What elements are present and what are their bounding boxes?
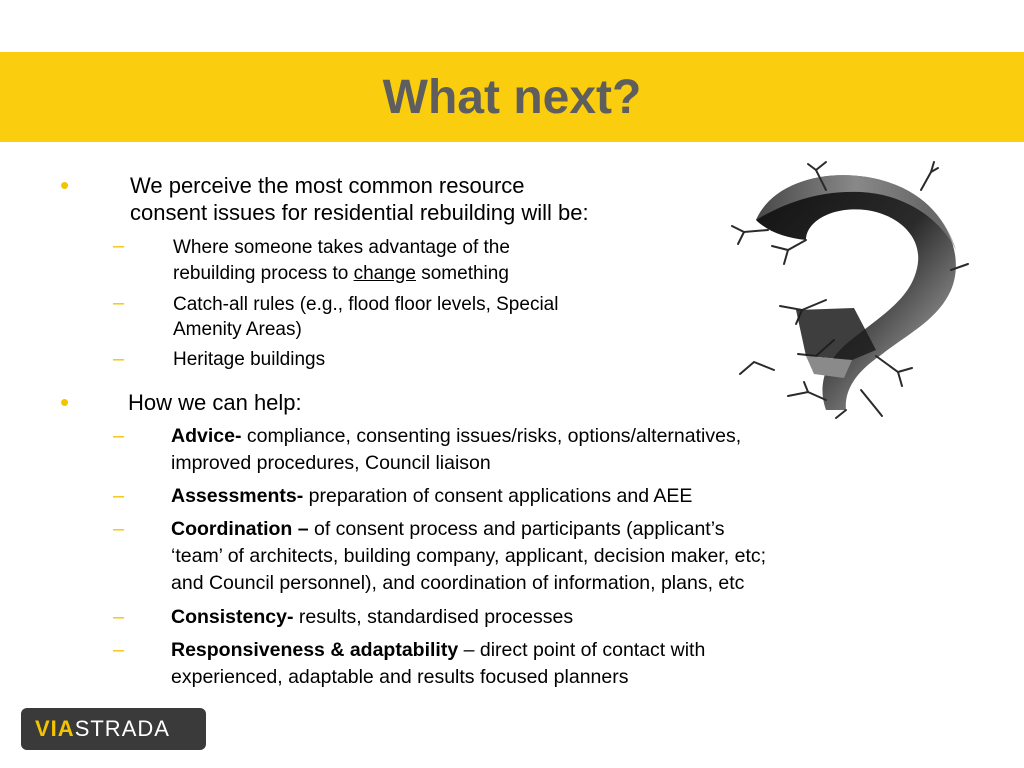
- subitem-2-3-line-2: ‘team’ of architects, building company, applicant, decision maker, etc;: [171, 545, 767, 567]
- dash-marker: –: [113, 518, 125, 540]
- subitem-1-2-line-2: Amenity Areas): [173, 319, 302, 340]
- slide-title: What next?: [382, 71, 642, 124]
- subitem-1-1-line-2: [173, 261, 509, 286]
- subitem-1-3-line-1: Heritage buildings: [173, 349, 326, 370]
- subitem-heading: Responsiveness & adaptability: [171, 639, 459, 661]
- logo-wordmark: [35, 717, 170, 741]
- dash-marker: –: [113, 235, 125, 257]
- subitem-text: of consent process and participants (applicant’s: [308, 518, 725, 540]
- subitem-2-4-line-1: [171, 604, 573, 632]
- dash-marker: –: [113, 348, 125, 370]
- logo-strada: STRADA: [74, 716, 170, 741]
- dash-marker: –: [113, 425, 125, 447]
- subitem-text: results, standardised processes: [293, 606, 574, 628]
- subitem-2-3-line-1: [171, 516, 724, 544]
- subitem-text: rebuilding process to: [173, 263, 354, 284]
- subitem-2-3-line-3: and Council personnel), and coordination of information, plans, etc: [171, 572, 745, 594]
- bullet-1-line-1: We perceive the most common resource: [130, 173, 525, 198]
- dash-marker: –: [113, 606, 125, 628]
- cracked-question-mark-image: [676, 160, 976, 420]
- subitem-1-1-line-1: Where someone takes advantage of the: [173, 237, 510, 258]
- dash-marker: –: [113, 485, 125, 507]
- subitem-heading: Coordination –: [171, 518, 309, 540]
- subitem-2-2-line-1: [171, 483, 692, 511]
- subitem-text: compliance, consenting issues/risks, options/alternatives,: [241, 425, 742, 447]
- dash-marker: –: [113, 639, 125, 661]
- subitem-text: preparation of consent applications and AEE: [303, 485, 693, 507]
- subitem-heading: Consistency-: [171, 606, 294, 628]
- bullet-marker: •: [60, 170, 70, 200]
- subitem-2-1-line-1: [171, 423, 741, 451]
- dash-marker: –: [113, 292, 125, 314]
- bullet-marker: •: [60, 387, 70, 417]
- bullet-1-line-2: consent issues for residential rebuilding will be:: [130, 200, 589, 225]
- underlined-word: change: [353, 263, 416, 284]
- subitem-heading: Advice-: [171, 425, 242, 447]
- subitem-2-5-line-1: [171, 637, 705, 665]
- subitem-2-5-line-2: experienced, adaptable and results focused planners: [171, 666, 629, 688]
- subitem-text: something: [415, 263, 509, 284]
- bullet-2-line-1: How we can help:: [128, 390, 302, 415]
- logo-via: VIA: [35, 716, 75, 741]
- subitem-heading: Assessments-: [171, 485, 304, 507]
- subitem-2-1-line-2: improved procedures, Council liaison: [171, 452, 491, 474]
- subitem-1-2-line-1: Catch-all rules (e.g., flood floor levels, Special: [173, 294, 559, 315]
- subitem-text: – direct point of contact with: [458, 639, 706, 661]
- viastrada-logo: [21, 708, 206, 750]
